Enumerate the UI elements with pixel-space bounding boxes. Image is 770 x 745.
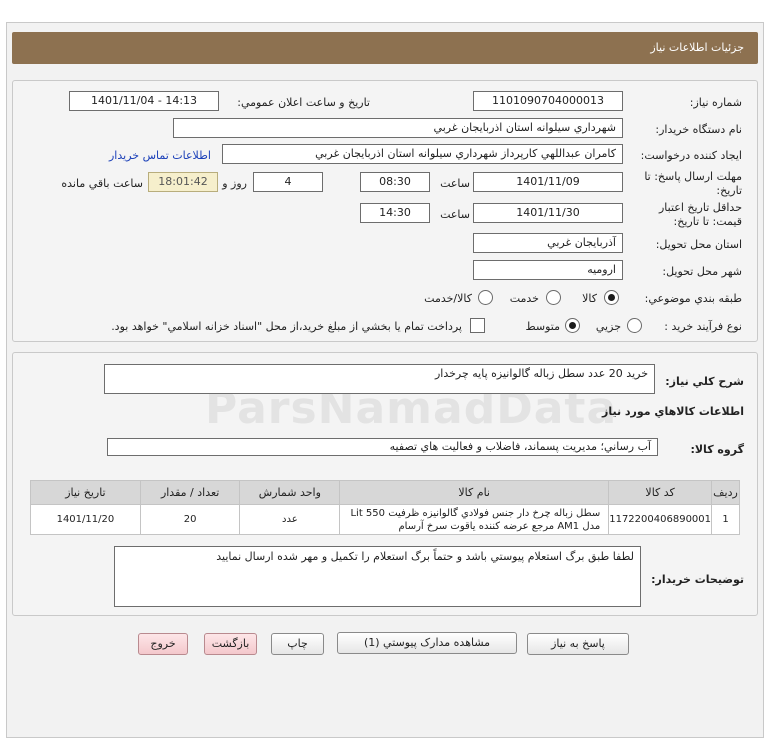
process-radio-medium[interactable] bbox=[565, 318, 580, 333]
cell-name bbox=[340, 505, 609, 535]
validity-date-field: 1401/11/30 bbox=[473, 203, 623, 223]
col-row: رديف bbox=[712, 481, 740, 505]
treasury-payment-checkbox[interactable] bbox=[470, 318, 485, 333]
deadline-time-label: ساعت bbox=[440, 177, 470, 190]
remaining-label: ساعت باقي مانده bbox=[61, 177, 143, 190]
category-option-goods: کالا bbox=[582, 292, 597, 305]
col-name: نام کالا bbox=[340, 481, 609, 505]
validity-time-label: ساعت bbox=[440, 208, 470, 221]
remaining-time-field: 18:01:42 bbox=[148, 172, 218, 192]
description-label: شرح کلي نياز: bbox=[665, 375, 744, 388]
announce-field: 1401/11/04 - 14:13 bbox=[69, 91, 219, 111]
category-radio-service[interactable] bbox=[546, 290, 561, 305]
creator-label: ايجاد کننده درخواست: bbox=[640, 149, 742, 162]
city-field: اروميه bbox=[473, 260, 623, 280]
days-label: روز و bbox=[222, 177, 247, 190]
deadline-label-1: مهلت ارسال پاسخ: تا bbox=[644, 170, 742, 183]
col-code: کد کالا bbox=[609, 481, 712, 505]
table-row bbox=[31, 505, 740, 535]
category-option-goods-service: کالا/خدمت bbox=[424, 292, 472, 305]
reply-button[interactable]: پاسخ به نياز bbox=[527, 633, 629, 655]
print-button[interactable]: چاپ bbox=[271, 633, 324, 655]
process-option-minor: جزيي bbox=[595, 320, 621, 333]
need-number-field: 1101090704000013 bbox=[473, 91, 623, 111]
buyer-field: شهرداري سيلوانه استان اذربايجان غربي bbox=[173, 118, 623, 138]
notes-field: لطفا طبق برگ استعلام پيوستي باشد و حتماً برگ استعلام را تکميل و مهر شده ارسال نماييد bbox=[114, 546, 641, 607]
cell-unit: عدد bbox=[240, 505, 340, 535]
deadline-date-field: 1401/11/09 bbox=[473, 172, 623, 192]
items-table bbox=[30, 480, 740, 535]
group-field: آب رساني؛ مديريت پسماند، فاضلاب و فعاليت هاي تصفيه bbox=[107, 438, 658, 456]
back-button[interactable]: بازگشت bbox=[204, 633, 257, 655]
category-option-service: خدمت bbox=[509, 292, 539, 305]
notes-label: توضيحات خريدار: bbox=[651, 573, 744, 586]
cell-name-line1: سطل زباله چرخ دار جنس فولادي گالوانيزه ظرفيت Lit 550 bbox=[350, 507, 601, 519]
category-label: طبقه بندي موضوعي: bbox=[644, 292, 742, 305]
process-radio-minor[interactable] bbox=[627, 318, 642, 333]
cell-row: 1 bbox=[712, 505, 740, 535]
cell-date: 1401/11/20 bbox=[31, 505, 141, 535]
validity-time-field: 14:30 bbox=[360, 203, 430, 223]
buyer-contact-link[interactable]: اطلاعات تماس خريدار bbox=[109, 149, 211, 162]
goods-info-title: اطلاعات کالاهاي مورد نياز bbox=[602, 405, 744, 418]
category-radio-goods[interactable] bbox=[604, 290, 619, 305]
category-radio-goods-service[interactable] bbox=[478, 290, 493, 305]
validity-label-1: حداقل تاريخ اعتبار bbox=[658, 201, 742, 214]
announce-label: تاريخ و ساعت اعلان عمومي: bbox=[237, 96, 370, 109]
cell-code: 1172200406890001 bbox=[609, 505, 712, 535]
view-documents-button[interactable]: مشاهده مدارک پيوستي (1) bbox=[337, 632, 517, 654]
col-unit: واحد شمارش bbox=[240, 481, 340, 505]
province-label: استان محل تحويل: bbox=[655, 238, 742, 251]
process-option-medium: متوسط bbox=[525, 320, 560, 333]
deadline-time-field: 08:30 bbox=[360, 172, 430, 192]
process-label: نوع فرآيند خريد : bbox=[664, 320, 742, 333]
description-field: خريد 20 عدد سطل زباله گالوانيزه پايه چرخدار bbox=[104, 364, 655, 394]
page-header bbox=[12, 32, 758, 64]
cell-name-line2: مدل AM1 مرجع عرضه کننده ياقوت سرخ آرسام bbox=[398, 520, 601, 532]
col-qty: تعداد / مقدار bbox=[140, 481, 240, 505]
payment-note: پرداخت تمام يا بخشي از مبلغ خريد،از محل "اسناد خزانه اسلامي" خواهد بود. bbox=[111, 320, 462, 333]
buyer-label: نام دستگاه خريدار: bbox=[655, 123, 742, 136]
creator-field: کامران عبداللهي کارپرداز شهرداري سيلوانه استان اذربايجان غربي bbox=[222, 144, 623, 164]
validity-label-2: قيمت: تا تاريخ: bbox=[673, 215, 742, 228]
province-field: آذربايجان غربي bbox=[473, 233, 623, 253]
need-number-label: شماره نياز: bbox=[689, 96, 742, 109]
days-field: 4 bbox=[253, 172, 323, 192]
col-date: تاريخ نياز bbox=[31, 481, 141, 505]
cell-qty: 20 bbox=[140, 505, 240, 535]
page-title: جزئيات اطلاعات نياز bbox=[650, 41, 744, 54]
deadline-label-2: تاريخ: bbox=[716, 184, 742, 197]
group-label: گروه کالا: bbox=[690, 443, 744, 456]
city-label: شهر محل تحويل: bbox=[662, 265, 742, 278]
exit-button[interactable]: خروج bbox=[138, 633, 188, 655]
